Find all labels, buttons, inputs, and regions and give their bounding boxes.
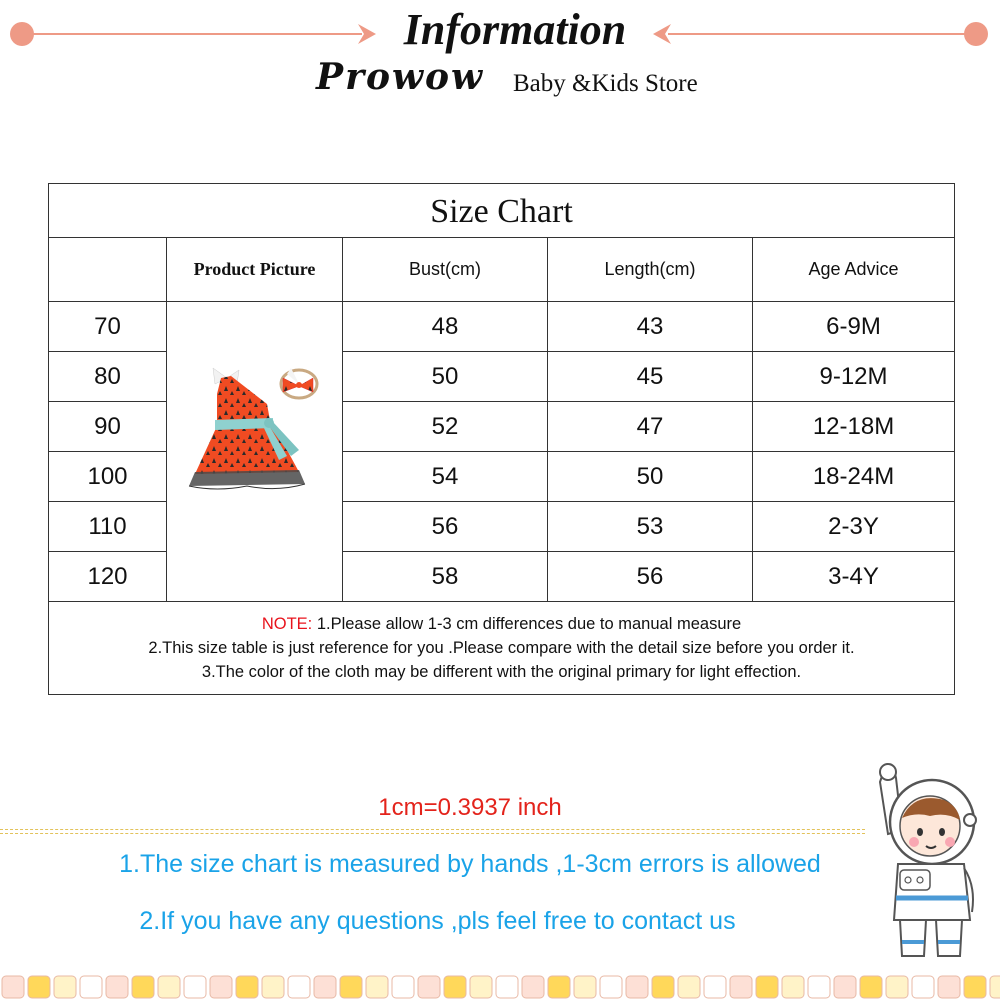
border-tile [132, 976, 154, 998]
size-cell: 120 [87, 562, 128, 590]
border-tile [678, 976, 700, 998]
grid-line [49, 301, 954, 302]
grid-line [49, 551, 166, 552]
border-tile [808, 976, 830, 998]
grid-line [342, 351, 954, 352]
bust-cell: 52 [431, 412, 459, 440]
age-cell: 9-12M [819, 362, 888, 390]
border-tile [28, 976, 50, 998]
grid-line [342, 451, 954, 452]
border-tile [574, 976, 596, 998]
border-tile [184, 976, 206, 998]
border-tile [626, 976, 648, 998]
divider-line [0, 833, 865, 834]
grid-line [49, 501, 166, 502]
column-header-length: Length(cm) [604, 259, 696, 279]
note-line-1 [49, 612, 954, 636]
border-tile [288, 976, 310, 998]
length-cell: 43 [636, 312, 664, 340]
size-cell: 110 [88, 512, 127, 540]
border-tile [496, 976, 518, 998]
note-line-3: 3.The color of the cloth may be different with the original primary for light effection. [201, 663, 802, 681]
grid-line [752, 238, 753, 601]
border-tile [2, 976, 24, 998]
grid-line [49, 601, 954, 602]
border-tile [834, 976, 856, 998]
info-line-2: 2.If you have any questions ,pls feel free to contact us [139, 907, 736, 935]
grid-line [342, 551, 954, 552]
grid-line [342, 238, 343, 601]
size-cell: 80 [94, 362, 121, 390]
border-tile [444, 976, 466, 998]
border-tile [106, 976, 128, 998]
left-line [22, 33, 362, 35]
size-cell: 100 [87, 462, 128, 490]
info-line-1: 1.The size chart is measured by hands ,1-3cm errors is allowed [119, 850, 821, 878]
product-dress-image [187, 360, 327, 498]
border-tile [652, 976, 674, 998]
right-line [668, 33, 976, 35]
border-tile [730, 976, 752, 998]
grid-line [547, 238, 548, 601]
border-tile [600, 976, 622, 998]
border-tile [418, 976, 440, 998]
border-tile [54, 976, 76, 998]
length-cell: 50 [636, 462, 664, 490]
grid-line [49, 351, 166, 352]
size-chart-note [49, 612, 954, 684]
border-tile [782, 976, 804, 998]
border-tile [314, 976, 336, 998]
size-cell: 70 [94, 312, 121, 340]
border-tile [886, 976, 908, 998]
age-cell: 3-4Y [828, 562, 879, 590]
length-cell: 45 [636, 362, 664, 390]
border-tile [392, 976, 414, 998]
border-tile [340, 976, 362, 998]
border-tile [912, 976, 934, 998]
store-tagline: Baby &Kids Store [513, 70, 698, 97]
note-label: NOTE: [261, 615, 313, 633]
border-tile [938, 976, 960, 998]
border-tile [964, 976, 986, 998]
brand-logo: Prowow [316, 56, 485, 98]
column-header-size [49, 238, 166, 301]
page-title: Information [403, 5, 627, 54]
grid-line [49, 451, 166, 452]
bust-cell: 54 [431, 462, 459, 490]
note-line-2: 2.This size table is just reference for you .Please compare with the detail size before you order it. [148, 639, 855, 657]
border-tile [470, 976, 492, 998]
grid-line [166, 238, 167, 601]
border-tile [990, 976, 1000, 998]
size-chart-table [48, 183, 955, 695]
bust-cell: 50 [431, 362, 459, 390]
size-cell: 90 [94, 412, 121, 440]
border-tile [236, 976, 258, 998]
divider-line [0, 829, 865, 830]
border-tile [158, 976, 180, 998]
astronaut-mascot-illustration [860, 760, 980, 970]
border-tile [366, 976, 388, 998]
size-chart-title: Size Chart [49, 184, 954, 238]
length-cell: 53 [636, 512, 664, 540]
bust-cell: 58 [431, 562, 459, 590]
border-tile [80, 976, 102, 998]
border-tile [860, 976, 882, 998]
column-header-product-picture: Product Picture [193, 259, 316, 279]
border-tile [756, 976, 778, 998]
column-header-bust: Bust(cm) [409, 259, 481, 279]
age-cell: 12-18M [812, 412, 895, 440]
unit-conversion: 1cm=0.3937 inch [378, 794, 562, 821]
border-tile [210, 976, 232, 998]
border-tile [262, 976, 284, 998]
length-cell: 47 [636, 412, 664, 440]
age-cell: 18-24M [812, 462, 895, 490]
border-tile [704, 976, 726, 998]
grid-line [342, 401, 954, 402]
column-header-age-advice: Age Advice [808, 259, 899, 279]
decorative-border-strip [0, 972, 1000, 1000]
border-tile [522, 976, 544, 998]
length-cell: 56 [636, 562, 664, 590]
bust-cell: 48 [431, 312, 459, 340]
age-cell: 6-9M [826, 312, 881, 340]
right-dot [964, 22, 988, 46]
bust-cell: 56 [431, 512, 459, 540]
note-text-1: 1.Please allow 1-3 cm differences due to manual measure [312, 615, 742, 633]
border-tile [548, 976, 570, 998]
grid-line [49, 401, 166, 402]
age-cell: 2-3Y [828, 512, 879, 540]
grid-line [342, 501, 954, 502]
